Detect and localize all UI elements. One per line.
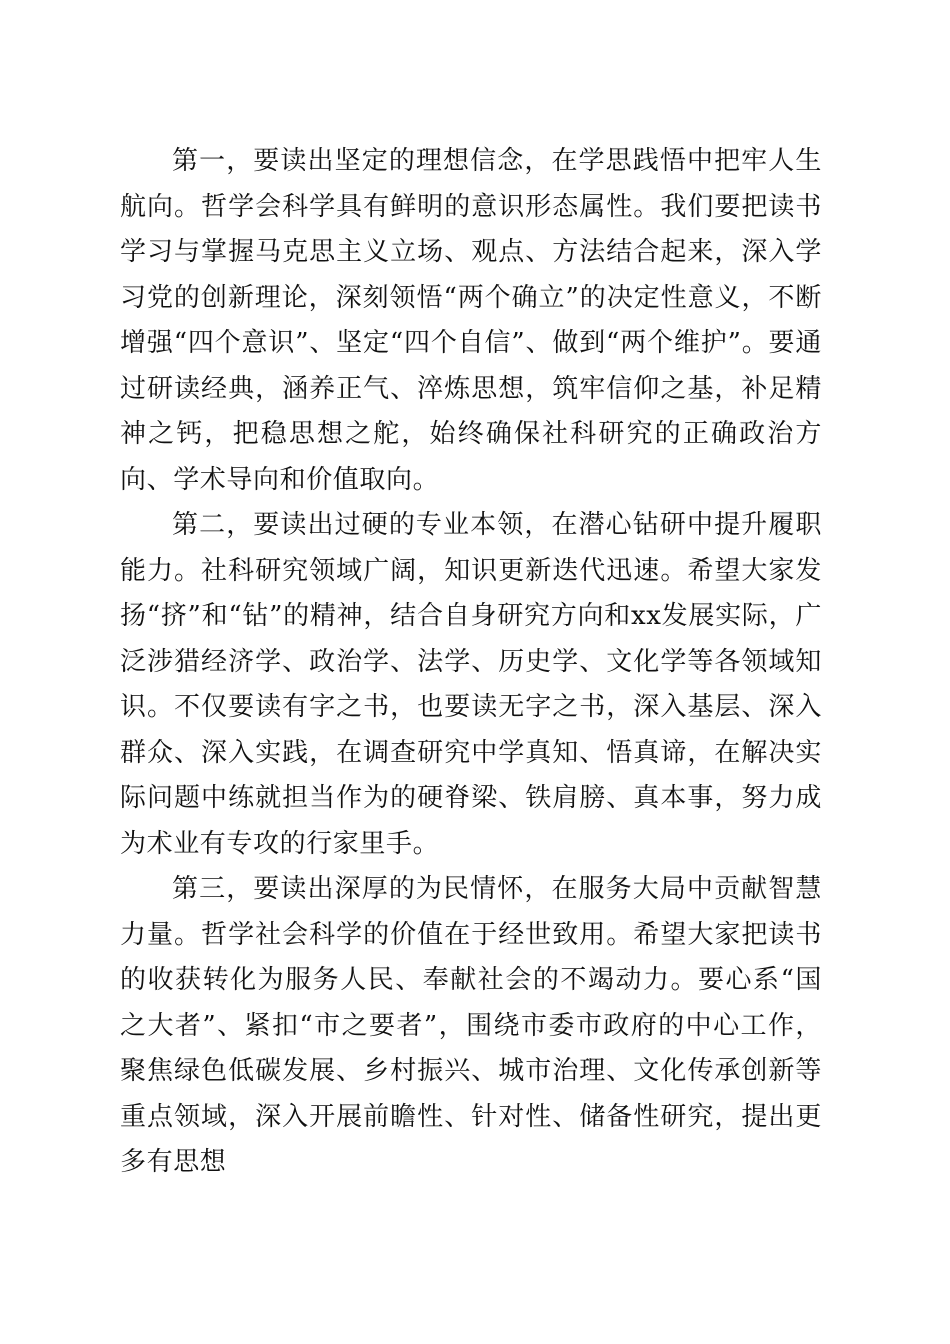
paragraph-3: 第三，要读出深厚的为民情怀，在服务大局中贡献智慧力量。哲学社会科学的价值在于经世致用。希望大家把读书的收获转化为服务人民、奉献社会的不竭动力。要心系“国之大者”、紧扣“市之要者”，围绕市委市政府的中心工作，聚焦绿色低碳发展、乡村振兴、城市治理、文化传承创新等重点领域，深入开展前瞻性、针对性、储备性研究，提出更多有思想 <box>120 874 822 1177</box>
document-body <box>120 139 822 1186</box>
paragraph-1: 第一，要读出坚定的理想信念，在学思践悟中把牢人生航向。哲学会科学具有鲜明的意识形态属性。我们要把读书学习与掌握马克思主义立场、观点、方法结合起来，深入学习党的创新理论，深刻领悟“两个确立”的决定性意义，不断增强“四个意识”、坚定“四个自信”、做到“两个维护”。要通过研读经典，涵养正气、淬炼思想，筑牢信仰之基，补足精神之钙，把稳思想之舵，始终确保社科研究的正确政治方向、学术导向和价值取向。 <box>120 146 822 495</box>
paragraph-2: 第二，要读出过硬的专业本领，在潜心钻研中提升履职能力。社科研究领域广阔，知识更新迭代迅速。希望大家发扬“挤”和“钻”的精神，结合自身研究方向和xx发展实际，广泛涉猎经济学、政治学、法学、历史学、文化学等各领域知识。不仅要读有字之书，也要读无字之书，深入基层、深入群众、深入实践，在调查研究中学真知、悟真谛，在解决实际问题中练就担当作为的硬脊梁、铁肩膀、真本事，努力成为术业有专攻的行家里手。 <box>120 510 822 859</box>
